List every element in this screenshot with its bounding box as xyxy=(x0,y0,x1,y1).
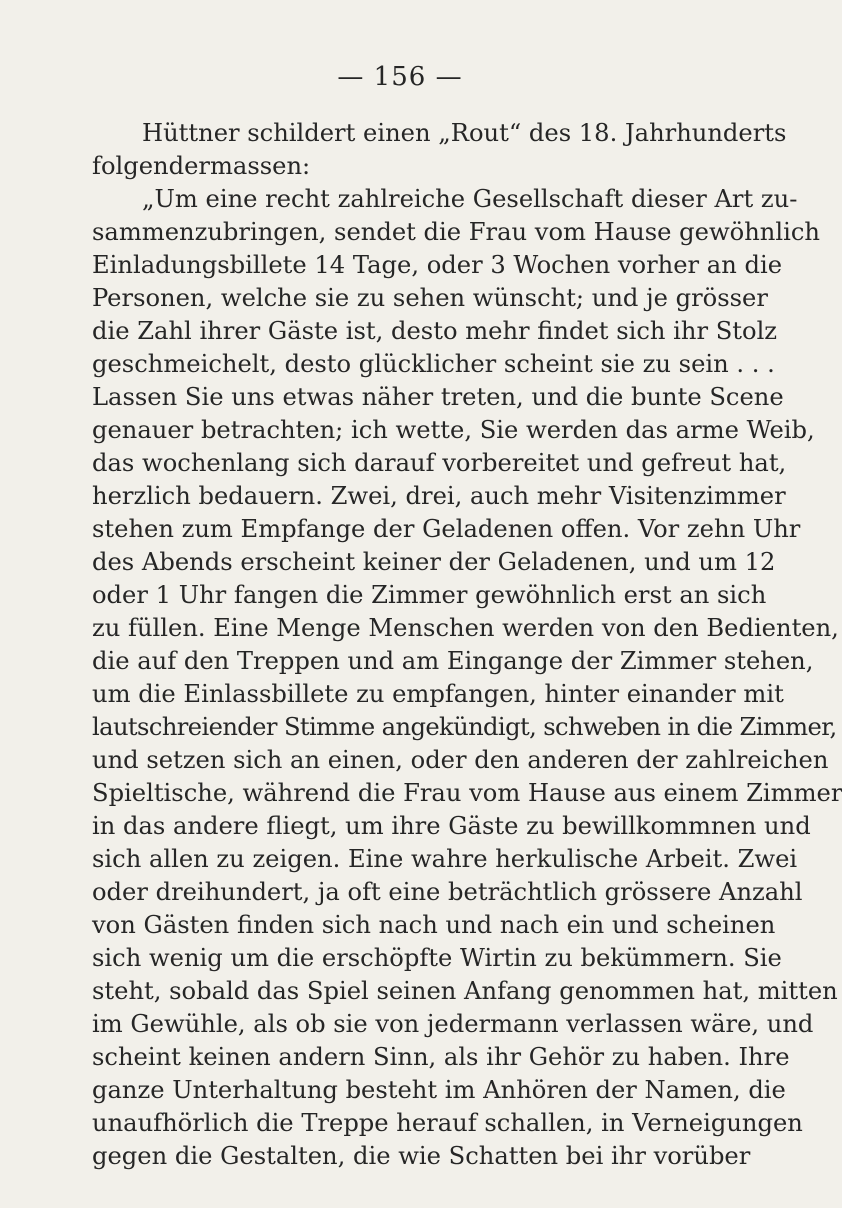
text-line: die auf den Treppen und am Eingange der Zimmer stehen, xyxy=(92,647,814,675)
text-line: des Abends erscheint keiner der Geladenen, und um 12 xyxy=(92,548,776,576)
text-line: und setzen sich an einen, oder den anderen der zahlreichen xyxy=(92,746,829,774)
text-line: sich wenig um die erschöpfte Wirtin zu bekümmern. Sie xyxy=(92,944,782,972)
text-line: oder 1 Uhr fangen die Zimmer gewöhnlich erst an sich xyxy=(92,581,767,609)
text-line: von Gästen finden sich nach und nach ein und scheinen xyxy=(92,911,776,939)
text-line: Lassen Sie uns etwas näher treten, und die bunte Scene xyxy=(92,383,784,411)
text-line: sich allen zu zeigen. Eine wahre herkulische Arbeit. Zwei xyxy=(92,845,798,873)
text-line: das wochenlang sich darauf vorbereitet und gefreut hat, xyxy=(92,449,787,477)
text-line: gegen die Gestalten, die wie Schatten bei ihr vorüber xyxy=(92,1142,751,1170)
text-line: genauer betrachten; ich wette, Sie werden das arme Weib, xyxy=(92,416,815,444)
text-line: folgendermassen: xyxy=(92,152,311,180)
text-line: im Gewühle, als ob sie von jedermann verlassen wäre, und xyxy=(92,1010,814,1038)
text-line: ganze Unterhaltung besteht im Anhören der Namen, die xyxy=(92,1076,786,1104)
text-line: herzlich bedauern. Zwei, drei, auch mehr Visitenzimmer xyxy=(92,482,786,510)
text-line: „Um eine recht zahlreiche Gesellschaft dieser Art zu- xyxy=(142,185,798,213)
text-line: die Zahl ihrer Gäste ist, desto mehr findet sich ihr Stolz xyxy=(92,317,778,345)
text-line: Einladungsbillete 14 Tage, oder 3 Wochen vorher an die xyxy=(92,251,783,279)
text-line: oder dreihundert, ja oft eine beträchtlich grössere Anzahl xyxy=(92,878,803,906)
text-line: sammenzubringen, sendet die Frau vom Hause gewöhnlich xyxy=(92,218,820,246)
text-line: unaufhörlich die Treppe herauf schallen, in Verneigungen xyxy=(92,1109,803,1137)
text-line: lautschreiender Stimme angekündigt, schweben in die Zimmer, xyxy=(92,713,837,741)
text-line: Hüttner schildert einen „Rout“ des 18. Jahrhunderts xyxy=(142,119,787,147)
text-line: Spieltische, während die Frau vom Hause aus einem Zimmer xyxy=(92,779,842,807)
text-line: scheint keinen andern Sinn, als ihr Gehör zu haben. Ihre xyxy=(92,1043,790,1071)
text-line: steht, sobald das Spiel seinen Anfang genommen hat, mitten xyxy=(92,977,838,1005)
page-number: — 156 — xyxy=(337,62,463,92)
text-line: stehen zum Empfange der Geladenen offen. Vor zehn Uhr xyxy=(92,515,801,543)
text-line: zu füllen. Eine Menge Menschen werden von den Bedienten, xyxy=(92,614,839,642)
text-line: geschmeichelt, desto glücklicher scheint sie zu sein . . . xyxy=(92,350,775,378)
text-line: Personen, welche sie zu sehen wünscht; und je grösser xyxy=(92,284,768,312)
text-line: in das andere fliegt, um ihre Gäste zu bewillkommnen und xyxy=(92,812,811,840)
text-line: um die Einlassbillete zu empfangen, hinter einander mit xyxy=(92,680,784,708)
